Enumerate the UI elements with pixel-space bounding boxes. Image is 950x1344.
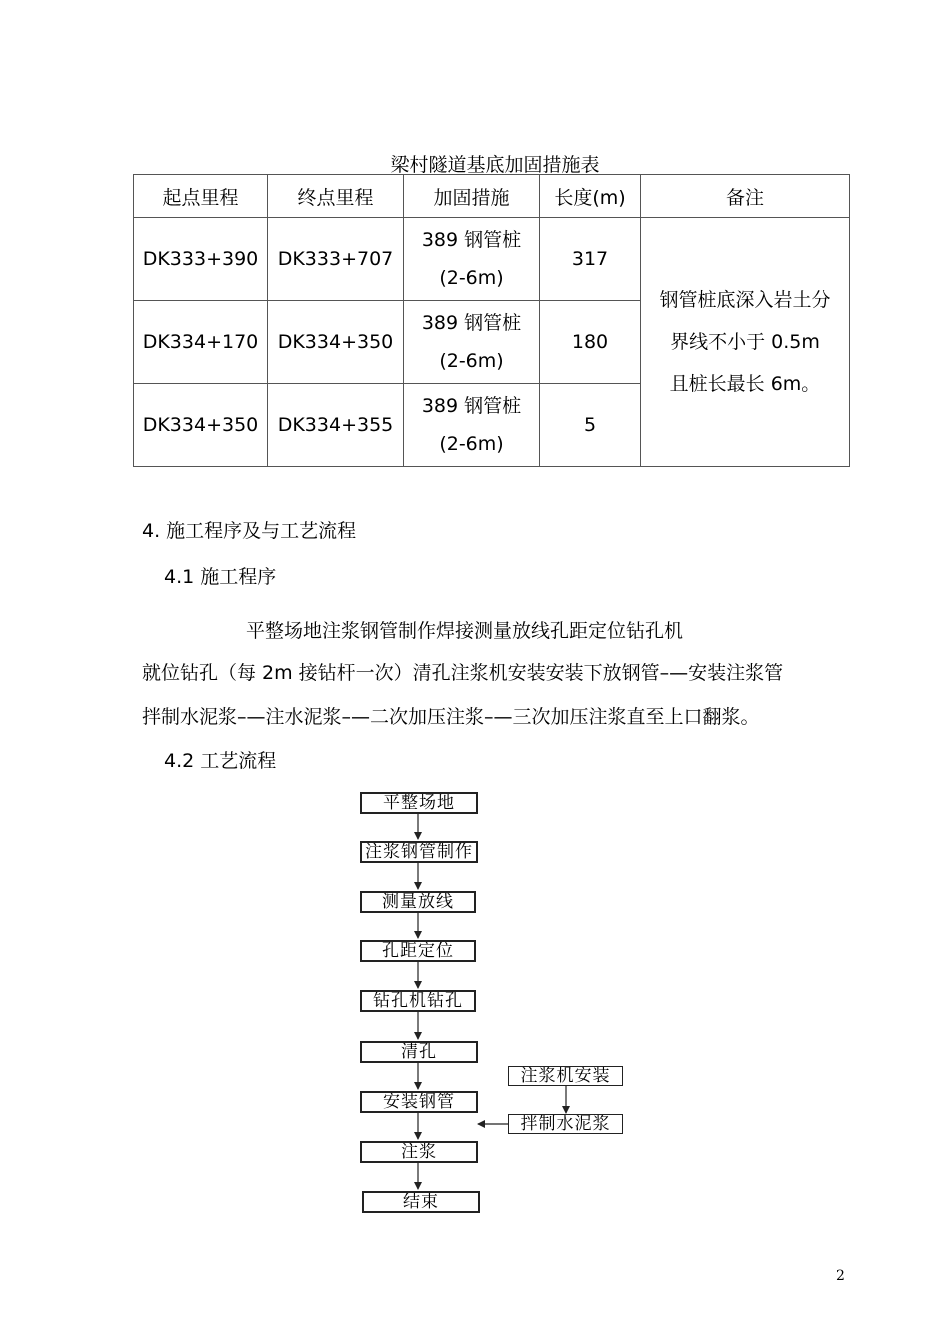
measure-line-1: 389 钢管桩	[421, 312, 522, 334]
header-length: 长度(m)	[540, 175, 641, 218]
table-title: 梁村隧道基底加固措施表	[390, 154, 600, 176]
measure-line-2: (2-6m)	[439, 433, 504, 455]
cell-end: DK334+355	[268, 384, 404, 467]
note-line-1: 钢管桩底深入岩土分	[659, 289, 831, 311]
flow-step-mix-cement-slurry: 拌制水泥浆	[508, 1114, 623, 1134]
flow-step-end: 结束	[362, 1191, 480, 1213]
procedure-paragraph-line-2: 就位钻孔（每 2m 接钻杆一次）清孔注浆机安装安装下放钢管–—安装注浆管	[142, 662, 784, 684]
flow-step-install-pipe: 安装钢管	[360, 1091, 478, 1113]
cell-start: DK334+350	[134, 384, 268, 467]
procedure-paragraph-line-3: 拌制水泥浆–—注水泥浆–—二次加压注浆–—三次加压注浆直至上口翻浆。	[142, 706, 760, 728]
cell-start: DK333+390	[134, 218, 268, 301]
header-measure: 加固措施	[404, 175, 540, 218]
page-number: 2	[836, 1268, 845, 1284]
flow-step-clean-hole: 清孔	[360, 1041, 478, 1063]
cell-start: DK334+170	[134, 301, 268, 384]
measure-line-2: (2-6m)	[439, 350, 504, 372]
subsection-heading-process-flow: 4.2 工艺流程	[164, 750, 277, 772]
flow-step-drilling: 钻孔机钻孔	[360, 990, 476, 1012]
flow-step-survey-layout: 测量放线	[360, 891, 476, 913]
note-line-3: 且桩长最长 6m。	[669, 373, 821, 395]
section-heading: 4. 施工程序及与工艺流程	[142, 520, 357, 542]
flow-step-hole-positioning: 孔距定位	[360, 940, 476, 962]
cell-length: 180	[540, 301, 641, 384]
cell-end: DK333+707	[268, 218, 404, 301]
flow-step-make-grout-pipe: 注浆钢管制作	[360, 841, 478, 863]
header-start: 起点里程	[134, 175, 268, 218]
note-line-2: 界线不小于 0.5m	[670, 331, 820, 353]
header-note: 备注	[641, 175, 850, 218]
cell-length: 317	[540, 218, 641, 301]
header-end: 终点里程	[268, 175, 404, 218]
procedure-paragraph-line-1: 平整场地注浆钢管制作焊接测量放线孔距定位钻孔机	[246, 620, 684, 642]
measure-line-1: 389 钢管桩	[421, 229, 522, 251]
flow-step-grouting: 注浆	[360, 1141, 478, 1163]
cell-length: 5	[540, 384, 641, 467]
flow-step-install-grouting-machine: 注浆机安装	[508, 1066, 623, 1086]
flow-step-level-site: 平整场地	[360, 792, 478, 814]
measure-line-1: 389 钢管桩	[421, 395, 522, 417]
cell-end: DK334+350	[268, 301, 404, 384]
subsection-heading-construction-procedure: 4.1 施工程序	[164, 566, 277, 588]
measure-line-2: (2-6m)	[439, 267, 504, 289]
